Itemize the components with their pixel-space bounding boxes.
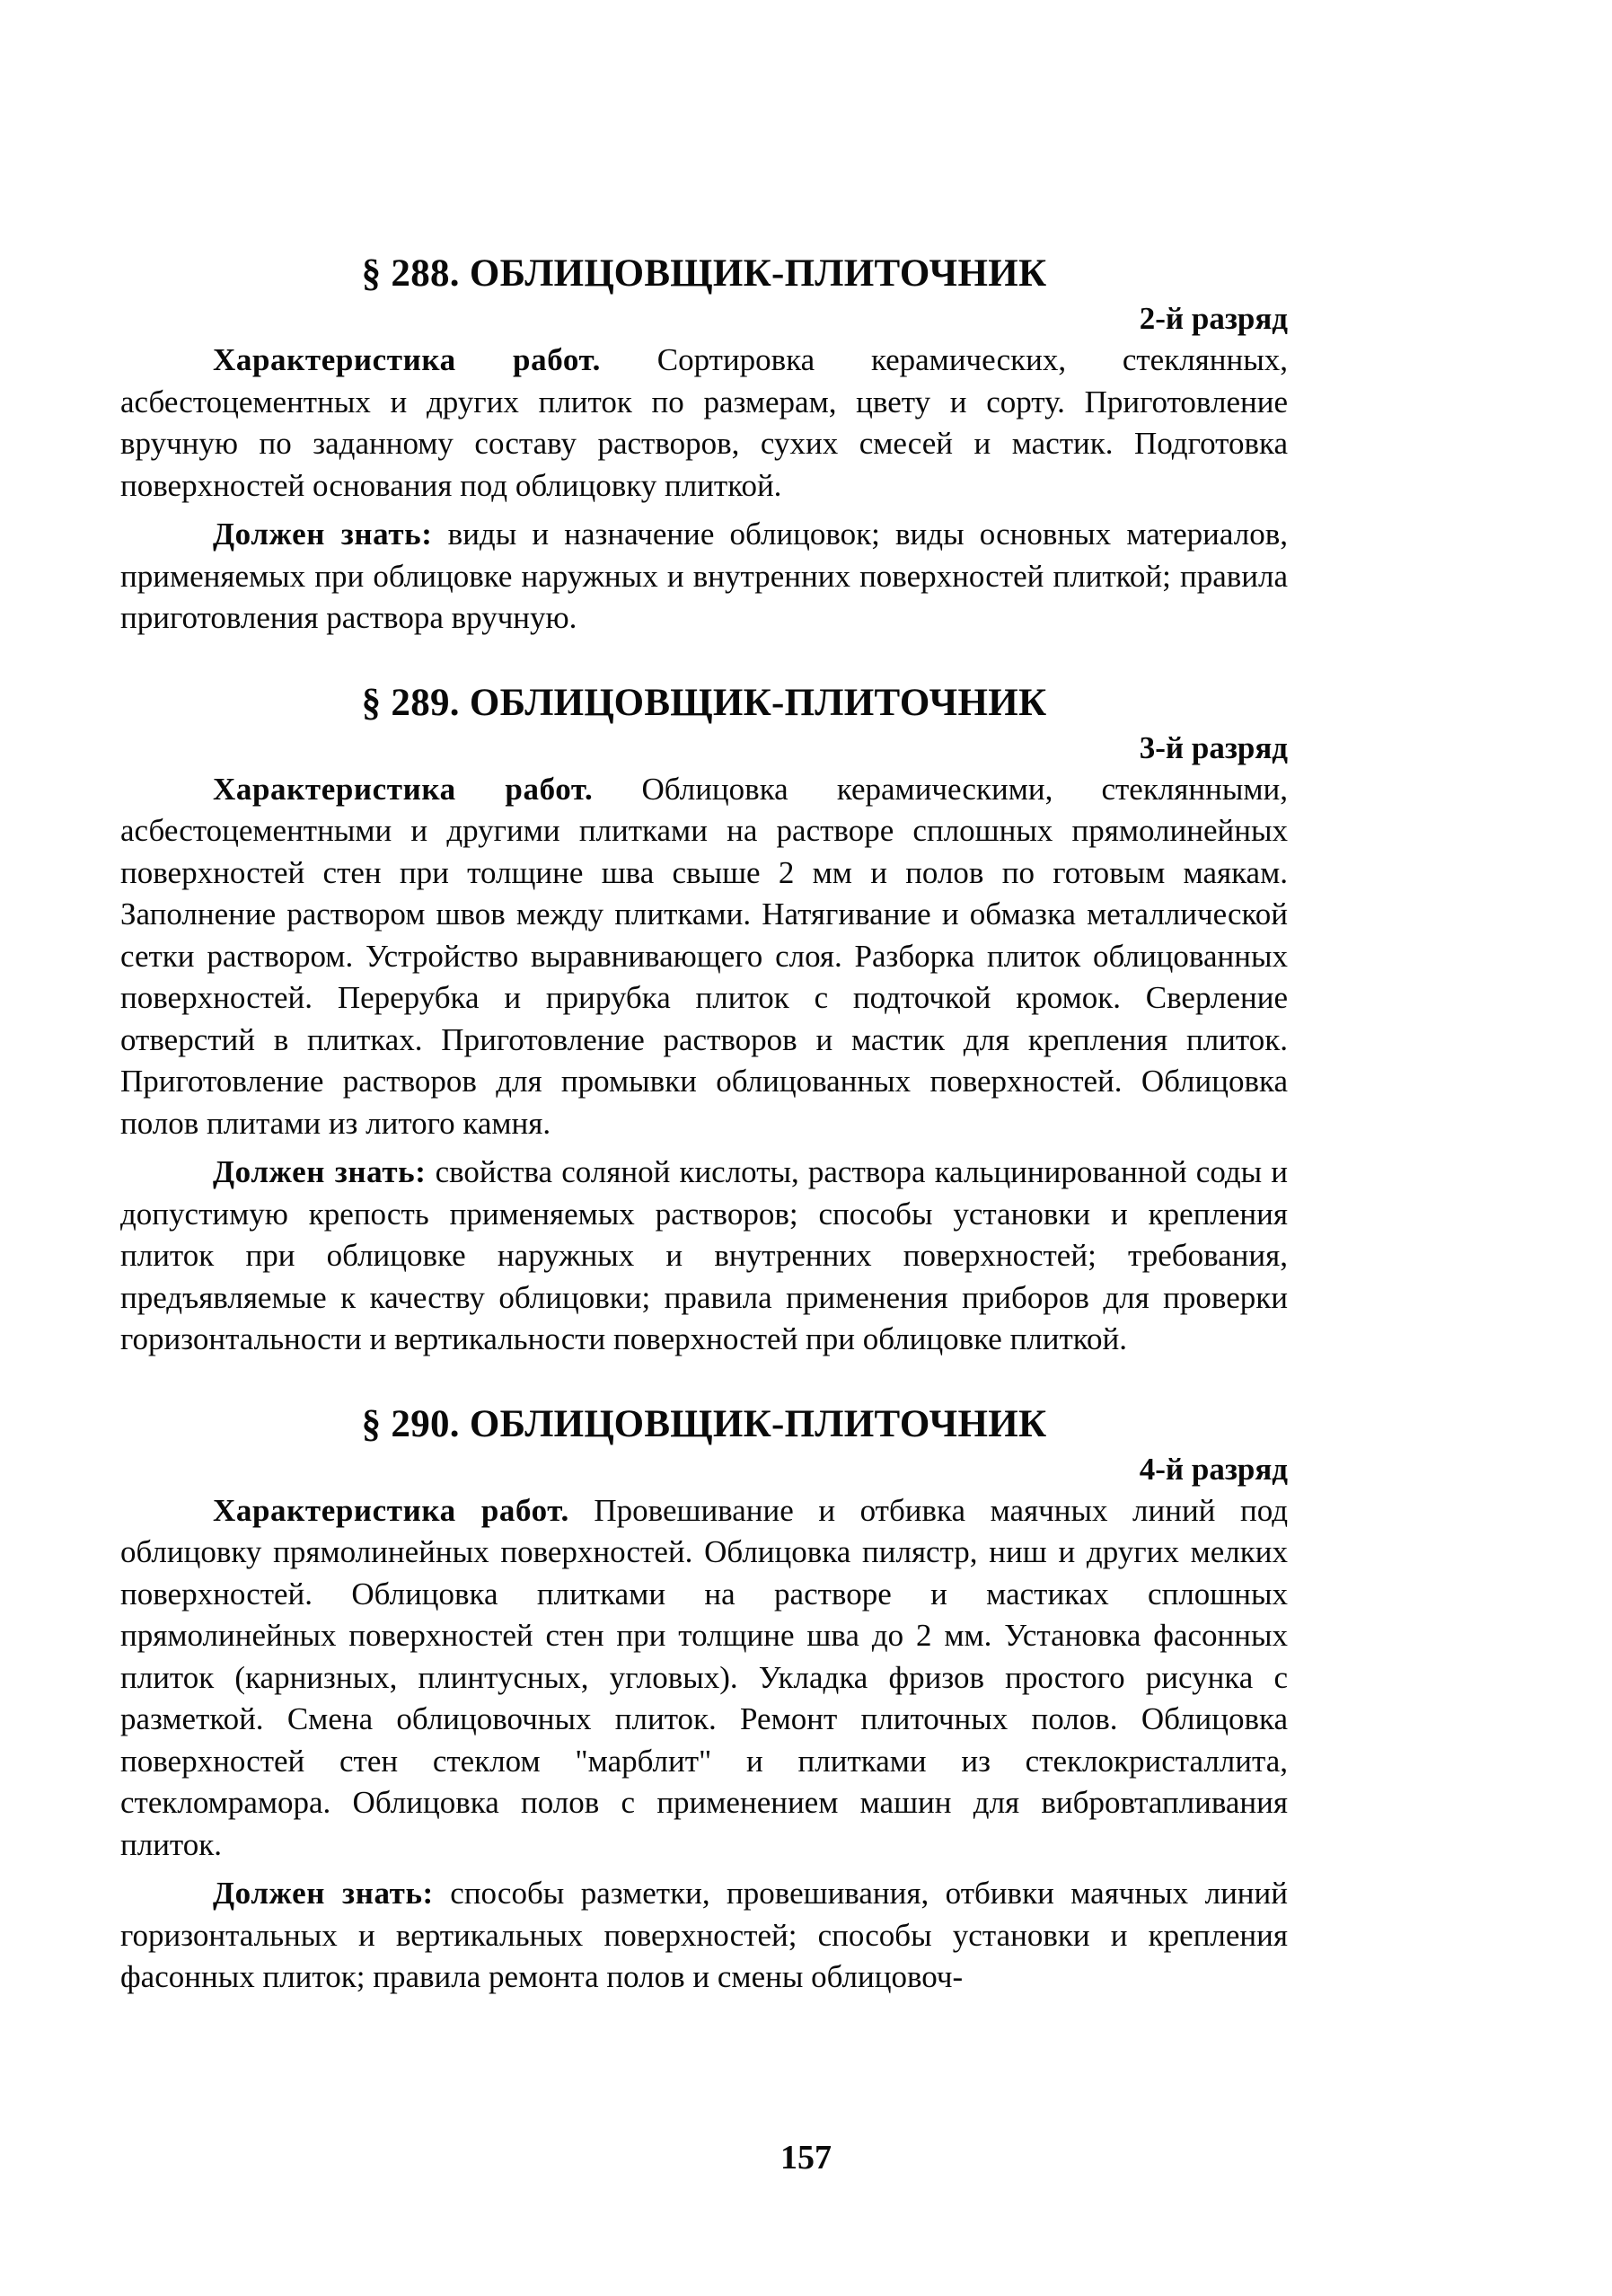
grade-label: 2-й разряд — [1139, 301, 1288, 336]
section-gap — [120, 647, 1288, 679]
section-288 — [120, 250, 1288, 640]
job-characteristics-paragraph — [120, 340, 1288, 507]
job-characteristics-paragraph — [120, 1490, 1288, 1867]
page-content — [120, 250, 1288, 2006]
required-knowledge-lead: Должен знать: — [213, 1876, 434, 1911]
grade-label: 3-й разряд — [1139, 729, 1288, 765]
job-characteristics-text: Провешивание и отбивка маячных линий под облицовку прямолинейных поверхностей. Облицовка пилястр, ниш и других мелких поверхностей. Облицовка плитками на растворе и мастиках сплошных прямолинейных поверхностей стен при толщине шва до 2 мм. Установка фасонных плиток (карнизных, плинтусных, угловых). Укладка фризов простого рисунка с разметкой. Смена облицовочных плиток. Ремонт плиточных полов. Облицовка поверхностей стен стеклом "марблит" и плитками из стеклокристаллита, стекломрамора. Облицовка полов с применением машин для вибровтапливания плиток. — [120, 1492, 1289, 1862]
required-knowledge-lead: Должен знать: — [213, 517, 433, 552]
section-title: § 288. ОБЛИЦОВЩИК-ПЛИТОЧНИК — [361, 252, 1047, 295]
page-number: 157 — [780, 2139, 832, 2177]
section-290 — [120, 1400, 1288, 1999]
required-knowledge-text: свойства соляной кислоты, раствора кальцинированной соды и допустимую крепость применяемых растворов; способы установки и крепления плиток при облицовке наружных и внутренних поверхностей; требования, предъявляемые к качеству облицовки; правила применения приборов для проверки горизонтальности и вертикальности поверхностей при облицовке плиткой. — [120, 1154, 1288, 1356]
job-characteristics-paragraph — [120, 769, 1288, 1145]
required-knowledge-lead: Должен знать: — [213, 1154, 427, 1189]
required-knowledge-paragraph — [120, 1152, 1288, 1361]
job-characteristics-lead: Характеристика работ. — [213, 1492, 569, 1528]
section-title: § 289. ОБЛИЦОВЩИК-ПЛИТОЧНИК — [361, 681, 1047, 724]
job-characteristics-lead: Характеристика работ. — [213, 342, 602, 377]
required-knowledge-text: виды и назначение облицовок; виды основных материалов, применяемых при облицовке наружных и внутренних поверхностей плиткой; правила приготовления раствора вручную. — [120, 517, 1289, 635]
section-289 — [120, 679, 1288, 1361]
section-title: § 290. ОБЛИЦОВЩИК-ПЛИТОЧНИК — [361, 1402, 1047, 1445]
grade-label: 4-й разряд — [1139, 1451, 1288, 1487]
required-knowledge-paragraph — [120, 1873, 1288, 1999]
required-knowledge-paragraph — [120, 514, 1288, 640]
required-knowledge-text: способы разметки, провешивания, отбивки маячных линий горизонтальных и вертикальных поверхностей; способы установки и крепления фасонных плиток; правила ремонта полов и смены облицовоч- — [120, 1876, 1288, 1994]
job-characteristics-text: Облицовка керамическими, стеклянными, асбестоцементными и другими плитками на растворе сплошных прямолинейных поверхностей стен при толщине шва свыше 2 мм и полов по готовым маякам. Заполнение раствором швов между плитками. Натягивание и обмазка металлической сетки раствором. Устройство выравнивающего слоя. Разборка плиток облицованных поверхностей. Перерубка и прирубка плиток с подточкой кромок. Сверление отверстий в плитках. Приготовление растворов и мастик для крепления плиток. Приготовление растворов для промывки облицованных поверхностей. Облицовка полов плитами из литого камня. — [120, 771, 1289, 1141]
section-gap — [120, 1368, 1288, 1400]
job-characteristics-lead: Характеристика работ. — [213, 771, 594, 807]
job-characteristics-text: Сортировка керамических, стеклянных, асбестоцементных и других плиток по размерам, цвету и сорту. Приготовление вручную по заданному составу растворов, сухих смесей и мастик. Подготовка поверхностей основания под облицовку плиткой. — [120, 342, 1289, 503]
